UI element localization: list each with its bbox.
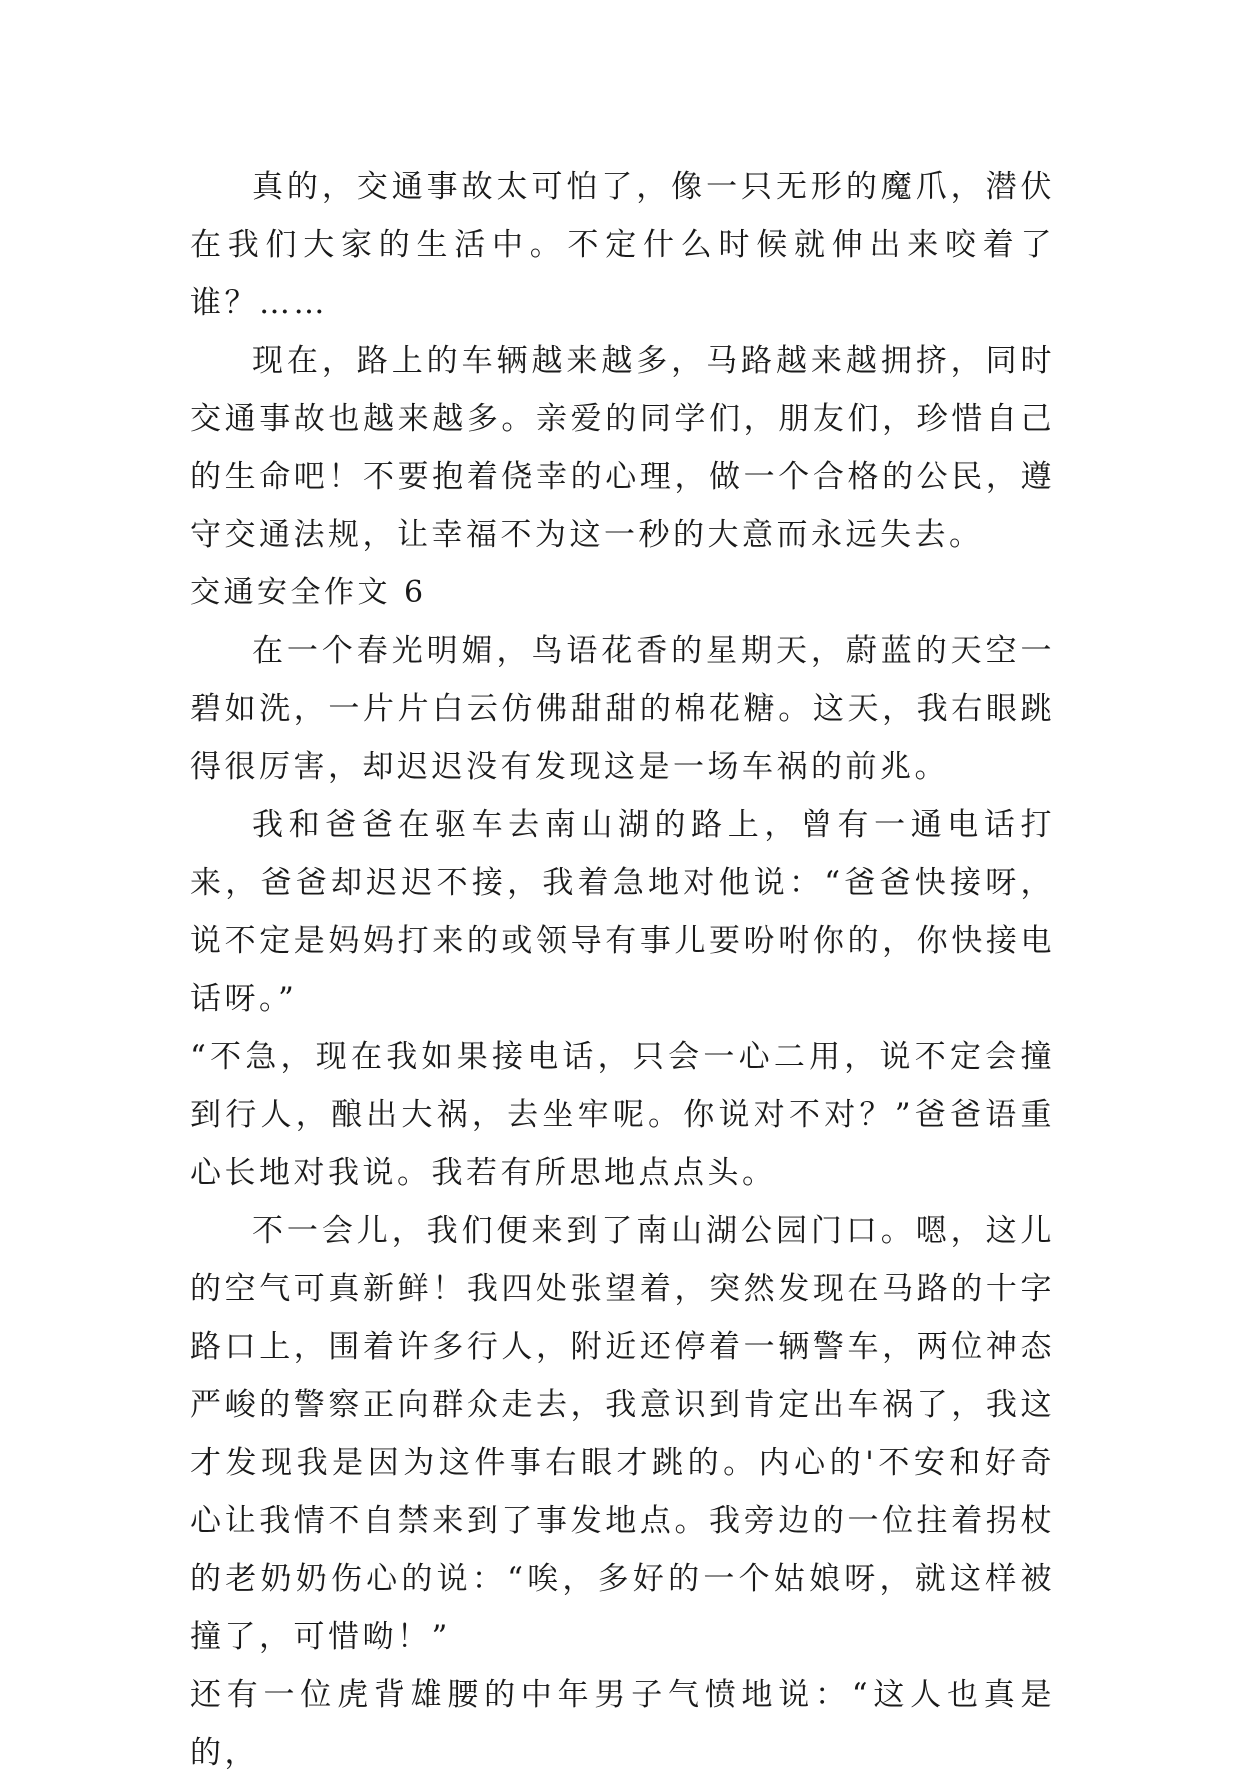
paragraph-2: 现在，路上的车辆越来越多，马路越来越拥挤，同时交通事故也越来越多。亲爱的同学们，朋友们，珍惜自己的生命吧！不要抱着侥幸的心理，做一个合格的公民，遵守交通法规，让幸福不为这一秒的大意而永远失去。	[190, 343, 1055, 553]
paragraph-7: 还有一位虎背雄腰的中年男子气愤地说：“这人也真是的，	[190, 1677, 1055, 1771]
paragraph-5: “不急，现在我如果接电话，只会一心二用，说不定会撞到行人，酿出大祸，去坐牢呢。你说对不对？”爸爸语重心长地对我说。我若有所思地点点头。	[190, 1039, 1055, 1191]
paragraph-4: 我和爸爸在驱车去南山湖的路上，曾有一通电话打来，爸爸却迟迟不接，我着急地对他说：“爸爸快接呀，说不定是妈妈打来的或领导有事儿要吩咐你的，你快接电话呀。”	[190, 807, 1055, 1017]
paragraph-1: 真的，交通事故太可怕了，像一只无形的魔爪，潜伏在我们大家的生活中。不定什么时候就伸出来咬着了谁？……	[190, 169, 1055, 321]
paragraph-3: 在一个春光明媚，鸟语花香的星期天，蔚蓝的天空一碧如洗，一片片白云仿佛甜甜的棉花糖。这天，我右眼跳得很厉害，却迟迟没有发现这是一场车祸的前兆。	[190, 633, 1055, 785]
paragraph-6: 不一会儿，我们便来到了南山湖公园门口。嗯，这儿的空气可真新鲜！我四处张望着，突然发现在马路的十字路口上，围着许多行人，附近还停着一辆警车，两位神态严峻的警察正向群众走去，我意识到肯定出车祸了，我这才发现我是因为这件事右眼才跳的。内心的'不安和好奇心让我情不自禁来到了事发地点。我旁边的一位拄着拐杖的老奶奶伤心的说：“唉，多好的一个姑娘呀，就这样被撞了，可惜呦！”	[190, 1213, 1055, 1655]
essay-heading: 交通安全作文 6	[190, 575, 427, 610]
essay-body	[190, 158, 1055, 1782]
